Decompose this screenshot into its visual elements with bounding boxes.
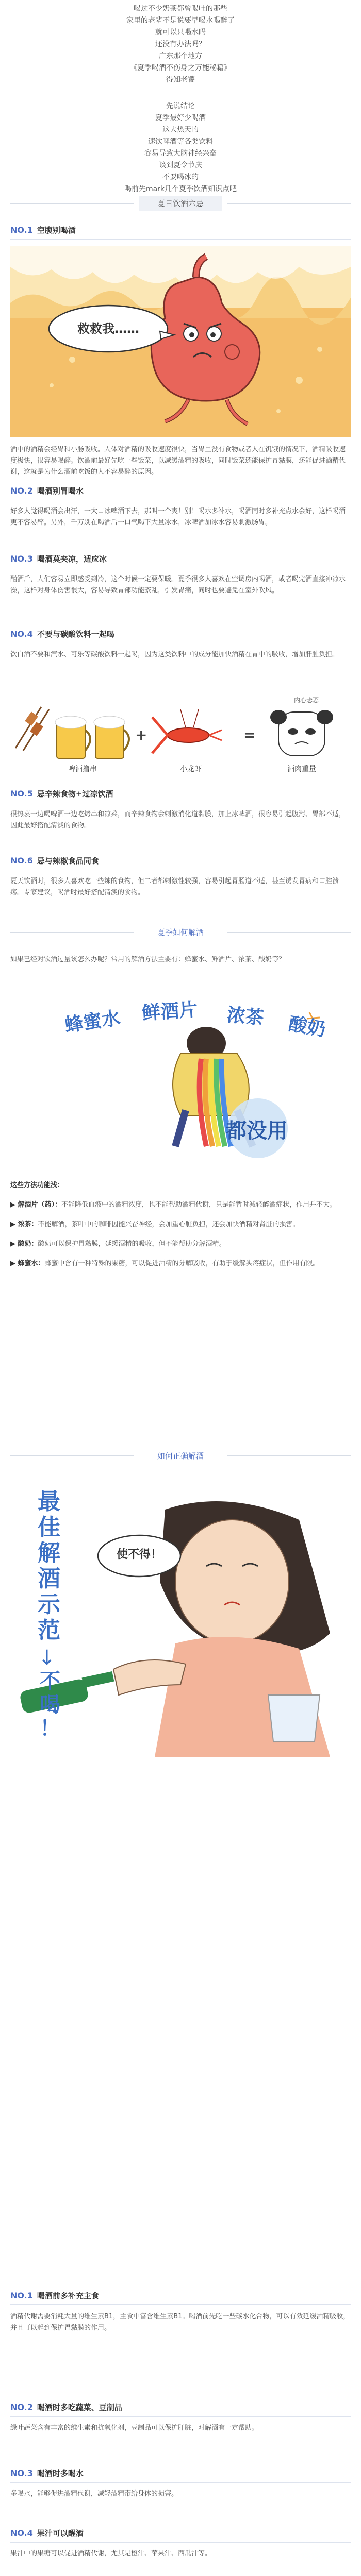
- divider: [10, 932, 134, 933]
- intro2-lines: [0, 100, 361, 195]
- food-equation-illustration: [10, 686, 351, 779]
- item-number: NO.2: [10, 486, 33, 496]
- item-number: NO.3: [10, 2468, 33, 2478]
- intro-line: 《夏季喝酒不伤身之万能秘籍》: [130, 64, 231, 72]
- food-label: 啤酒撸串: [68, 765, 97, 773]
- item-title: 忌与辣椒食品同食: [37, 856, 99, 866]
- item-number: NO.2: [10, 2402, 33, 2412]
- section-intro: 如果已经对饮酒过量该怎么办呢？常用的解酒方法主要有：蜂蜜水、鲜酒片、浓茶、酸奶等？: [10, 956, 286, 963]
- item-text: 饮白酒不要和汽水、可乐等碳酸饮料一起喝，因为这类饮料中的成分能加快酒精在胃中的吸收，增加肝脏负担。: [10, 651, 339, 658]
- remedy-label: 蜂蜜水: [63, 1007, 122, 1037]
- item-title: 忌辛辣食物+过凉饮酒: [37, 789, 113, 799]
- intro-line: 谈到夏令节庆: [159, 161, 202, 170]
- divider: [10, 2416, 351, 2417]
- intro-line: 夏季最好少喝酒: [155, 114, 206, 122]
- item-title: 不要与碳酸饮料一起喝: [37, 630, 114, 639]
- food-label: 酒肉重量: [287, 765, 316, 773]
- section-label: 夏日饮酒六忌: [139, 196, 222, 211]
- equals-sign: =: [243, 726, 256, 743]
- item-heading: [10, 485, 351, 501]
- intro-line: 速饮啤酒等各类饮料: [148, 138, 213, 146]
- item-number: NO.4: [10, 2528, 33, 2538]
- note-head: ▶ 浓茶：: [10, 1221, 38, 1228]
- divider: [10, 2304, 351, 2305]
- speech-text: 使不得！: [116, 1548, 162, 1561]
- best-practice-illustration: [10, 1479, 351, 1757]
- item-text: 很热衷一边喝啤酒一边吃烤串和凉菜，而辛辣食物会刺激消化道黏膜，加上冰啤酒，很容易引起腹泻、胃部不适，因此最好搭配清淡的食物。: [10, 810, 346, 829]
- item-text: 酗酒后，人们容易立即感受到冷，这个时候一定要保暖。夏季很多人喜欢在空调房内喝酒，或者喝完酒直接冲凉水澡，这样对身体伤害很大，容易导致胃部功能紊乱，引发胃痛，同时也要避免在室外吹风。: [10, 575, 346, 595]
- remedy-label: 鲜酒片: [141, 999, 199, 1024]
- intro-line: 喝前先mark几个夏季饮酒知识点吧: [124, 185, 237, 193]
- item-text: 果汁中的果糖可以促进酒精代谢，尤其是橙汁、苹果汁、西瓜汁等。: [10, 2550, 212, 2557]
- item-heading: [10, 855, 351, 871]
- item-text: 好多人觉得喝酒会出汗，一大口冰啤酒下去，那叫一个爽！别！喝水多补水，喝酒同时多补充点水会好，这样喝酒更不容易醉。另外，千万别在喝酒后一口气喝下大量冰水，冰啤酒加冰水容易刺激肠胃。: [10, 507, 346, 527]
- section-label: 如何正确解酒: [139, 1448, 222, 1464]
- item-title: 喝酒前多补充主食: [37, 2291, 99, 2300]
- item-title: 喝酒时多吃蔬菜、豆制品: [37, 2403, 122, 2412]
- item-number: NO.1: [10, 225, 33, 235]
- arrow-icon: ↓: [38, 1646, 56, 1670]
- section-tab-correct: [0, 1446, 361, 1466]
- item-text: 酒中的酒精会经胃和小肠吸收。人体对酒精的吸收速度很快，当胃里没有食物或者人在饥饿的情况下，酒精吸收速度极快，很容易喝醉。饮酒前最好先吃一些饭菜，以减缓酒精的吸收，同时饭菜还能保护胃黏膜，还能促进酒精代谢，这就是为什么酒前吃饭的人不容易醉的原因。: [10, 446, 346, 476]
- remedy-label: 酸奶: [287, 1013, 327, 1041]
- intro-line: 喝过不少奶茶都曾喝吐的那些: [134, 5, 227, 13]
- item-number: NO.6: [10, 856, 33, 866]
- item-text: 多喝水，能够促进酒精代谢，减轻酒精带给身体的损害。: [10, 2490, 178, 2498]
- intro-line: 就可以只喝水吗: [155, 28, 206, 37]
- item-title: 果汁可以醒酒: [37, 2529, 84, 2538]
- best-practice-title: 最佳解酒示范: [38, 1488, 60, 1643]
- item-number: NO.3: [10, 554, 33, 564]
- divider: [10, 203, 134, 204]
- divider: [10, 1455, 134, 1456]
- note-text: 蜂蜜中含有一种特殊的果糖，可以促进酒精的分解吸收，有助于缓解头疼症状，但作用有限。: [44, 1260, 320, 1267]
- intro-line: 这大热天的: [162, 126, 199, 134]
- note-text: 不能解酒，茶叶中的咖啡因能兴奋神经，会加重心脏负担，还会加快酒精对肾脏的损害。: [38, 1221, 300, 1228]
- item-heading: [10, 2402, 351, 2417]
- food-label: 小龙虾: [180, 765, 202, 773]
- note-head: ▶ 蜂蜜水：: [10, 1260, 45, 1267]
- divider: [10, 2542, 351, 2543]
- item-number: NO.1: [10, 2291, 33, 2300]
- item-heading: [10, 629, 351, 644]
- item-number: NO.4: [10, 629, 33, 639]
- stomach-drawing: [10, 246, 351, 437]
- item-heading: [10, 225, 351, 240]
- note-head: ▶ 酸奶：: [10, 1240, 38, 1248]
- item-text: 酒精代谢需要消耗大量的维生素B1，主食中富含维生素B1。喝酒前先吃一些碳水化合物，可以有效延缓酒精吸收，并且可以起到保护胃黏膜的作用。: [10, 2313, 350, 2332]
- divider: [227, 932, 351, 933]
- refuse-text: 不喝！: [40, 1669, 60, 1740]
- divider: [227, 203, 351, 204]
- intro-line: 广东那个地方: [159, 52, 202, 60]
- hangover-notes: [10, 1180, 351, 1278]
- item-number: NO.5: [10, 789, 33, 799]
- hangover-illustration: [10, 981, 351, 1167]
- item-heading: [10, 2528, 351, 2543]
- panda-caption: 内心忐忑: [294, 697, 319, 704]
- item-text: 绿叶蔬菜含有丰富的维生素和抗氧化剂，豆制品可以保护肝脏，对解酒有一定帮助。: [10, 2424, 259, 2432]
- divider: [10, 2482, 351, 2483]
- intro-line: 先说结论: [166, 102, 195, 110]
- section-label: 夏季如何解酒: [139, 925, 222, 940]
- remedy-label: 浓茶: [226, 1004, 265, 1029]
- intro-lines: [0, 3, 361, 86]
- item-title: 喝酒时多喝水: [37, 2469, 84, 2478]
- item-text: 夏天饮酒时，很多人喜欢吃一些辣的食物，但二者都刺激性较强，容易引起胃肠道不适，甚至诱发胃病和口腔溃疡。专家建议，喝酒时最好搭配清淡的食物。: [10, 877, 339, 896]
- intro-line: 家里的老辈不是说要早喝水喝醉了: [126, 16, 235, 25]
- speech-text: 救救我……: [77, 321, 139, 336]
- divider: [227, 1455, 351, 1456]
- note-head: ▶ 解酒片（药）：: [10, 1201, 62, 1209]
- section-tab-hangover: [0, 922, 361, 943]
- item-heading: [10, 553, 351, 569]
- verdict-text: 都没用: [226, 1119, 288, 1143]
- intro-line: 容易导致大脑神经兴奋: [144, 149, 217, 158]
- plus-sign: +: [135, 726, 147, 743]
- item-heading: [10, 788, 351, 804]
- note-text: 不能降低血液中的酒精浓度，也不能帮助酒精代谢，只是能暂时减轻醉酒症状，作用并不大。: [61, 1201, 337, 1209]
- note-head: 这些方法功能浅：: [10, 1181, 64, 1189]
- intro-line: 还没有办法吗？: [155, 40, 206, 48]
- item-title: 喝酒别冒喝水: [37, 486, 84, 496]
- item-title: 空腹别喝酒: [37, 226, 76, 235]
- intro-line: 不要喝冰的: [162, 173, 199, 181]
- section-tab-tips: [0, 193, 361, 214]
- item-title: 喝酒莫夹凉，适应冰: [37, 554, 107, 564]
- item-heading: [10, 2290, 351, 2306]
- note-text: 酸奶可以保护胃黏膜，延缓酒精的吸收，但不能帮助分解酒精。: [38, 1240, 226, 1248]
- intro-line: 得知老饕: [166, 76, 195, 84]
- divider: [10, 239, 351, 240]
- item-heading: [10, 2468, 351, 2483]
- stomach-illustration: [10, 246, 351, 437]
